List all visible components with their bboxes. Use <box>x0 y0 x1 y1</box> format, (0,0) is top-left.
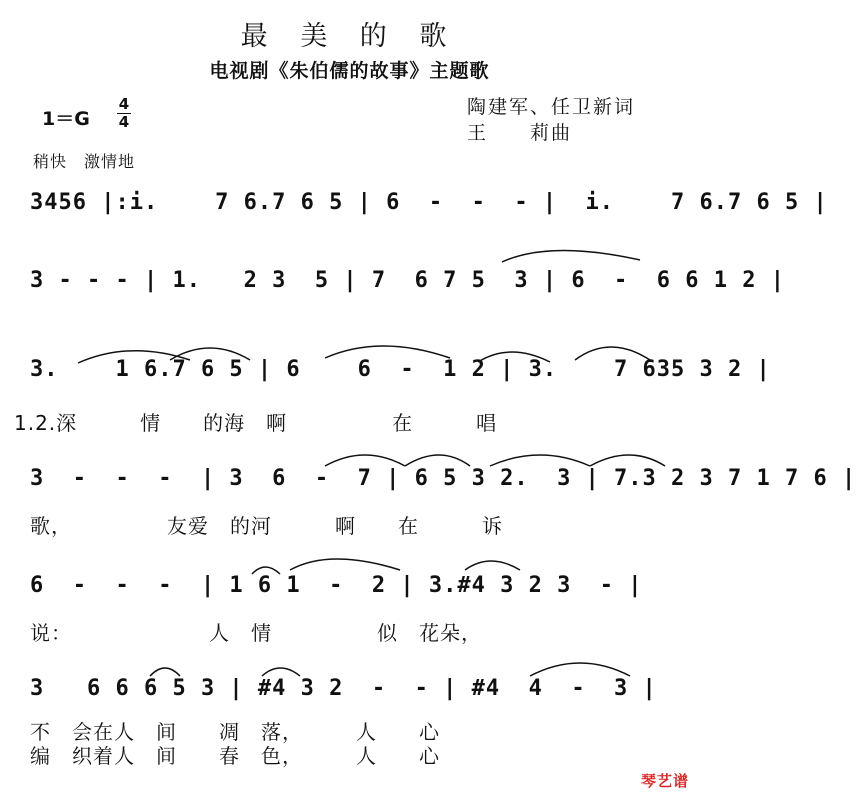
slur <box>150 668 180 676</box>
notes-row-6: 3 6 6 6 5 3 | #4 3 2 - - | #4 4 - 3 | <box>30 676 657 701</box>
score-row-3 <box>0 357 771 435</box>
score-row-1 <box>0 190 828 250</box>
score-row-6 <box>0 676 699 768</box>
watermark-logo: 琴艺谱 <box>640 772 689 790</box>
notes-row-4: 3 - - - | 3 6 - 7 | 6 5 3 2. 3 | 7.3 2 3 7 1 7 6 | <box>30 466 856 491</box>
slur <box>325 455 405 466</box>
key-signature: 1＝G <box>42 108 90 130</box>
time-signature <box>116 96 132 131</box>
song-subtitle: 电视剧《朱伯儒的故事》主题歌 <box>209 60 490 82</box>
notes-row-5: 6 - - - | 1 6 1 - 2 | 3.#4 3 2 3 - | <box>30 573 643 598</box>
slur <box>530 663 630 676</box>
slur <box>262 668 300 676</box>
slur <box>490 455 590 466</box>
score-row-5 <box>0 573 699 645</box>
slur <box>590 455 665 466</box>
score-row-4 <box>0 466 856 538</box>
notes-row-2: 3 - - - | 1. 2 3 5 | 7 6 7 5 3 | 6 - 6 6 1 2 | <box>30 268 785 293</box>
song-title: 最 美 的 歌 <box>240 21 459 52</box>
lyrics-row-3: 1.2.深 情 的海 啊 在 唱 <box>14 411 498 435</box>
tempo-marking: 稍快 激情地 <box>33 152 136 171</box>
composer-credit: 王 莉曲 <box>467 122 573 144</box>
notes-row-3: 3. 1 6.7 6 5 | 6 6 - 1 2 | 3. 7 635 3 2 | <box>30 357 771 382</box>
slur <box>465 561 520 570</box>
time-signature-top: 4 <box>118 95 130 113</box>
slur <box>290 559 400 570</box>
lyricist-credit: 陶建军、任卫新词 <box>467 96 636 118</box>
time-signature-bottom: 4 <box>118 113 130 131</box>
verse-1-lyrics: 不 会在人 间 凋 落， 人 心 <box>30 720 440 744</box>
score-row-2 <box>0 268 785 328</box>
verse-2-lyrics: 编 织着人 间 春 色， 人 心 <box>30 744 440 768</box>
lyrics-row-4: 歌， 友爱 的河 啊 在 诉 <box>30 514 503 538</box>
slur <box>502 250 640 262</box>
lyrics-row-5: 说： 人 情 似 花朵， <box>30 621 482 645</box>
notes-row-1: 3456 |:i. 7 6.7 6 5 | 6 - - - | i. 7 6.7 6 5 | <box>30 190 828 215</box>
slur <box>405 455 470 466</box>
